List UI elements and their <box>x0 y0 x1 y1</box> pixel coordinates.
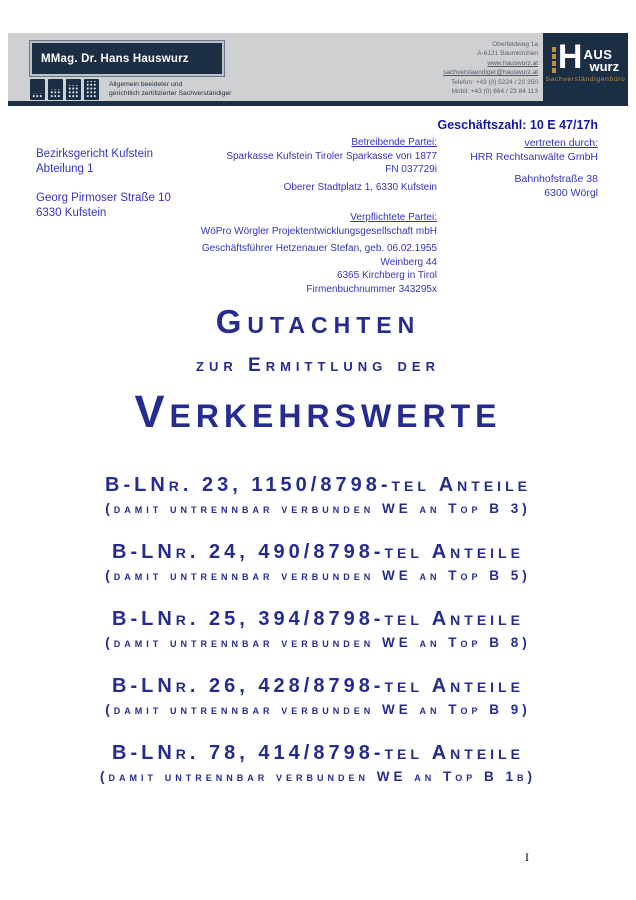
court-street: Georg Pirmoser Straße 10 <box>36 192 171 204</box>
court-address-block <box>36 147 171 221</box>
expert-name: MMag. Dr. Hans Hauswurz <box>41 52 189 65</box>
building-icon-4 <box>84 79 99 100</box>
court-department: Abteilung 1 <box>36 163 94 175</box>
representative-heading: vertreten durch: <box>524 137 598 149</box>
contact-block <box>443 40 538 96</box>
entry-sub: (damit untrennbar verbunden WE an Top B 3) <box>105 501 531 516</box>
obligated-party-register: Firmenbuchnummer 343295x <box>306 283 437 295</box>
logo-gold-segments-icon <box>552 47 556 73</box>
contact-city: A-6121 Baumkirchen <box>477 50 538 58</box>
logo-text-wurz: wurz <box>589 59 620 74</box>
entry-blnr-24 <box>0 539 636 584</box>
parties-block <box>201 136 437 296</box>
credentials-block <box>30 79 231 100</box>
hauswurz-logo-mark <box>543 33 628 76</box>
contact-phone: Telefon: +43 (0) 5224 / 20 350 <box>451 78 538 86</box>
logo-tagline: Sachverständigenbüro <box>545 76 626 83</box>
document-title: Gutachten <box>215 303 421 340</box>
entry-sub: (damit untrennbar verbunden WE an Top B 5) <box>105 568 531 583</box>
entry-sub: (damit untrennbar verbunden WE an Top B 9) <box>105 702 531 717</box>
entry-main: B-LNr. 24, 490/8798-tel Anteile <box>112 541 524 563</box>
representative-name: HRR Rechtsanwälte GmbH <box>470 151 598 163</box>
obligated-party-heading: Verpflichtete Partei: <box>350 212 437 223</box>
entry-sub: (damit untrennbar verbunden WE an Top B 8) <box>105 635 531 650</box>
case-number: Geschäftszahl: 10 E 47/17h <box>437 118 598 132</box>
building-icons <box>30 79 102 100</box>
entry-main: B-LNr. 26, 428/8798-tel Anteile <box>112 675 524 697</box>
entry-blnr-78 <box>0 740 636 785</box>
operating-party-address: Oberer Stadtplatz 1, 6330 Kufstein <box>283 181 437 193</box>
building-icon-2 <box>48 79 63 100</box>
obligated-party-name: WöPro Wörgler Projektentwicklungsgesellschaft mbH <box>200 225 437 237</box>
credential-text <box>109 81 231 98</box>
letterhead-divider <box>8 101 628 106</box>
obligated-party-manager: Geschäftsführer Hetzenauer Stefan, geb. 06.02.1955 <box>201 243 437 254</box>
operating-party-name: Sparkasse Kufstein Tiroler Sparkasse von 1877 <box>226 150 437 162</box>
contact-email-link[interactable]: sachverstaendiger@hauswurz.at <box>443 69 538 77</box>
document-title-main: Verkehrswerte <box>134 386 502 437</box>
representative-block <box>470 136 598 200</box>
entry-main: B-LNr. 23, 1150/8798-tel Anteile <box>105 474 531 496</box>
entry-sub: (damit untrennbar verbunden WE an Top B 1b) <box>100 769 536 784</box>
page-number: I <box>525 850 529 864</box>
operating-party-heading: Betreibende Partei: <box>351 137 437 148</box>
credential-line-1: Allgemein beeideter und <box>109 81 183 88</box>
logo-letter-h: H <box>557 38 583 76</box>
contact-website-link[interactable]: www.hauswurz.at <box>487 59 538 67</box>
credential-line-2: gerichtlich zertifizierter Sachverständiger <box>109 89 232 97</box>
expert-name-box <box>30 41 224 76</box>
representative-street: Bahnhofstraße 38 <box>514 173 598 185</box>
operating-party-fn: FN 037729i <box>385 164 437 175</box>
entry-main: B-LNr. 25, 394/8798-tel Anteile <box>112 608 524 630</box>
representative-city: 6300 Wörgl <box>544 187 598 199</box>
property-entries <box>0 472 636 807</box>
contact-mobile: Mobil: +43 (0) 664 / 23 84 113 <box>451 88 538 96</box>
contact-street: Oberfeldweg 1a <box>492 41 538 48</box>
building-icon-3 <box>66 79 81 100</box>
logo-wordmark <box>583 49 619 72</box>
building-icon-1 <box>30 79 45 100</box>
obligated-party-street: Weinberg 44 <box>380 256 437 268</box>
hauswurz-logo <box>543 33 628 106</box>
entry-blnr-25 <box>0 606 636 651</box>
document-subtitle: zur Ermittlung der <box>196 355 440 376</box>
entry-main: B-LNr. 78, 414/8798-tel Anteile <box>112 742 524 764</box>
obligated-party-city: 6365 Kirchberg in Tirol <box>336 270 437 281</box>
logo-text-aus: AUS <box>583 47 613 62</box>
entry-blnr-26 <box>0 673 636 718</box>
court-city: 6330 Kufstein <box>36 207 107 219</box>
entry-blnr-23 <box>0 472 636 517</box>
court-name: Bezirksgericht Kufstein <box>36 148 153 160</box>
